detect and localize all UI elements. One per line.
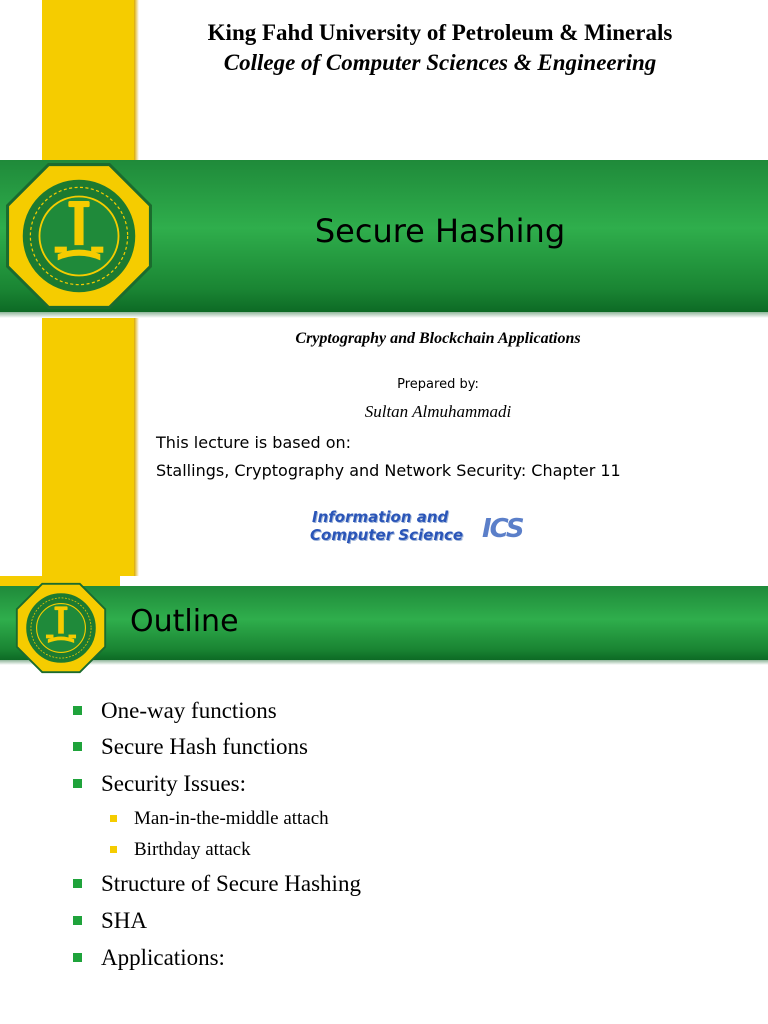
prepared-by-label: Prepared by:	[397, 377, 479, 392]
bullet-marker	[73, 916, 82, 925]
sub-list-item	[134, 808, 329, 830]
outline-title: Outline	[130, 604, 239, 639]
bullet-marker	[73, 706, 82, 715]
outline-slide	[0, 576, 768, 1024]
sub-list-item-text: Man-in-the-middle attach	[134, 808, 329, 829]
ics-logo	[310, 508, 540, 554]
ics-logo-line1: Information and	[312, 508, 449, 526]
list-item-text: Secure Hash functions	[101, 734, 308, 759]
university-seal-icon	[3, 160, 155, 312]
list-item-text: Applications:	[101, 945, 225, 970]
list-item-text: Security Issues:	[101, 771, 247, 796]
bullet-marker	[73, 779, 82, 788]
outline-list	[0, 576, 768, 1024]
sub-bullet-marker	[110, 815, 117, 822]
sub-list-item-text: Birthday attack	[134, 839, 251, 860]
university-name: King Fahd University of Petroleum & Minerals	[207, 20, 673, 45]
ics-logo-line2: Computer Science	[310, 526, 464, 544]
author-name: Sultan Almuhammadi	[364, 402, 512, 421]
list-item	[101, 771, 246, 797]
bullet-marker	[73, 879, 82, 888]
ics-logo-mark: ICS	[482, 514, 523, 544]
list-item	[101, 698, 277, 724]
list-item-text: Structure of Secure Hashing	[101, 871, 361, 896]
bullet-marker	[73, 953, 82, 962]
list-item	[101, 871, 361, 897]
based-on-heading: This lecture is based on:	[156, 433, 352, 452]
presentation-title: Secure Hashing	[314, 212, 566, 250]
course-subtitle: Cryptography and Blockchain Applications	[295, 330, 581, 347]
title-band-shadow	[0, 312, 768, 318]
list-item	[101, 734, 308, 760]
sub-list-item	[134, 839, 251, 861]
college-name: College of Computer Sciences & Engineering	[223, 50, 657, 75]
bullet-marker	[73, 742, 82, 751]
list-item	[101, 945, 225, 971]
sub-bullet-marker	[110, 846, 117, 853]
list-item-text: SHA	[101, 908, 148, 933]
list-item-text: One-way functions	[101, 698, 277, 723]
list-item	[101, 908, 147, 934]
based-on-reference: Stallings, Cryptography and Network Security: Chapter 11	[156, 461, 621, 480]
